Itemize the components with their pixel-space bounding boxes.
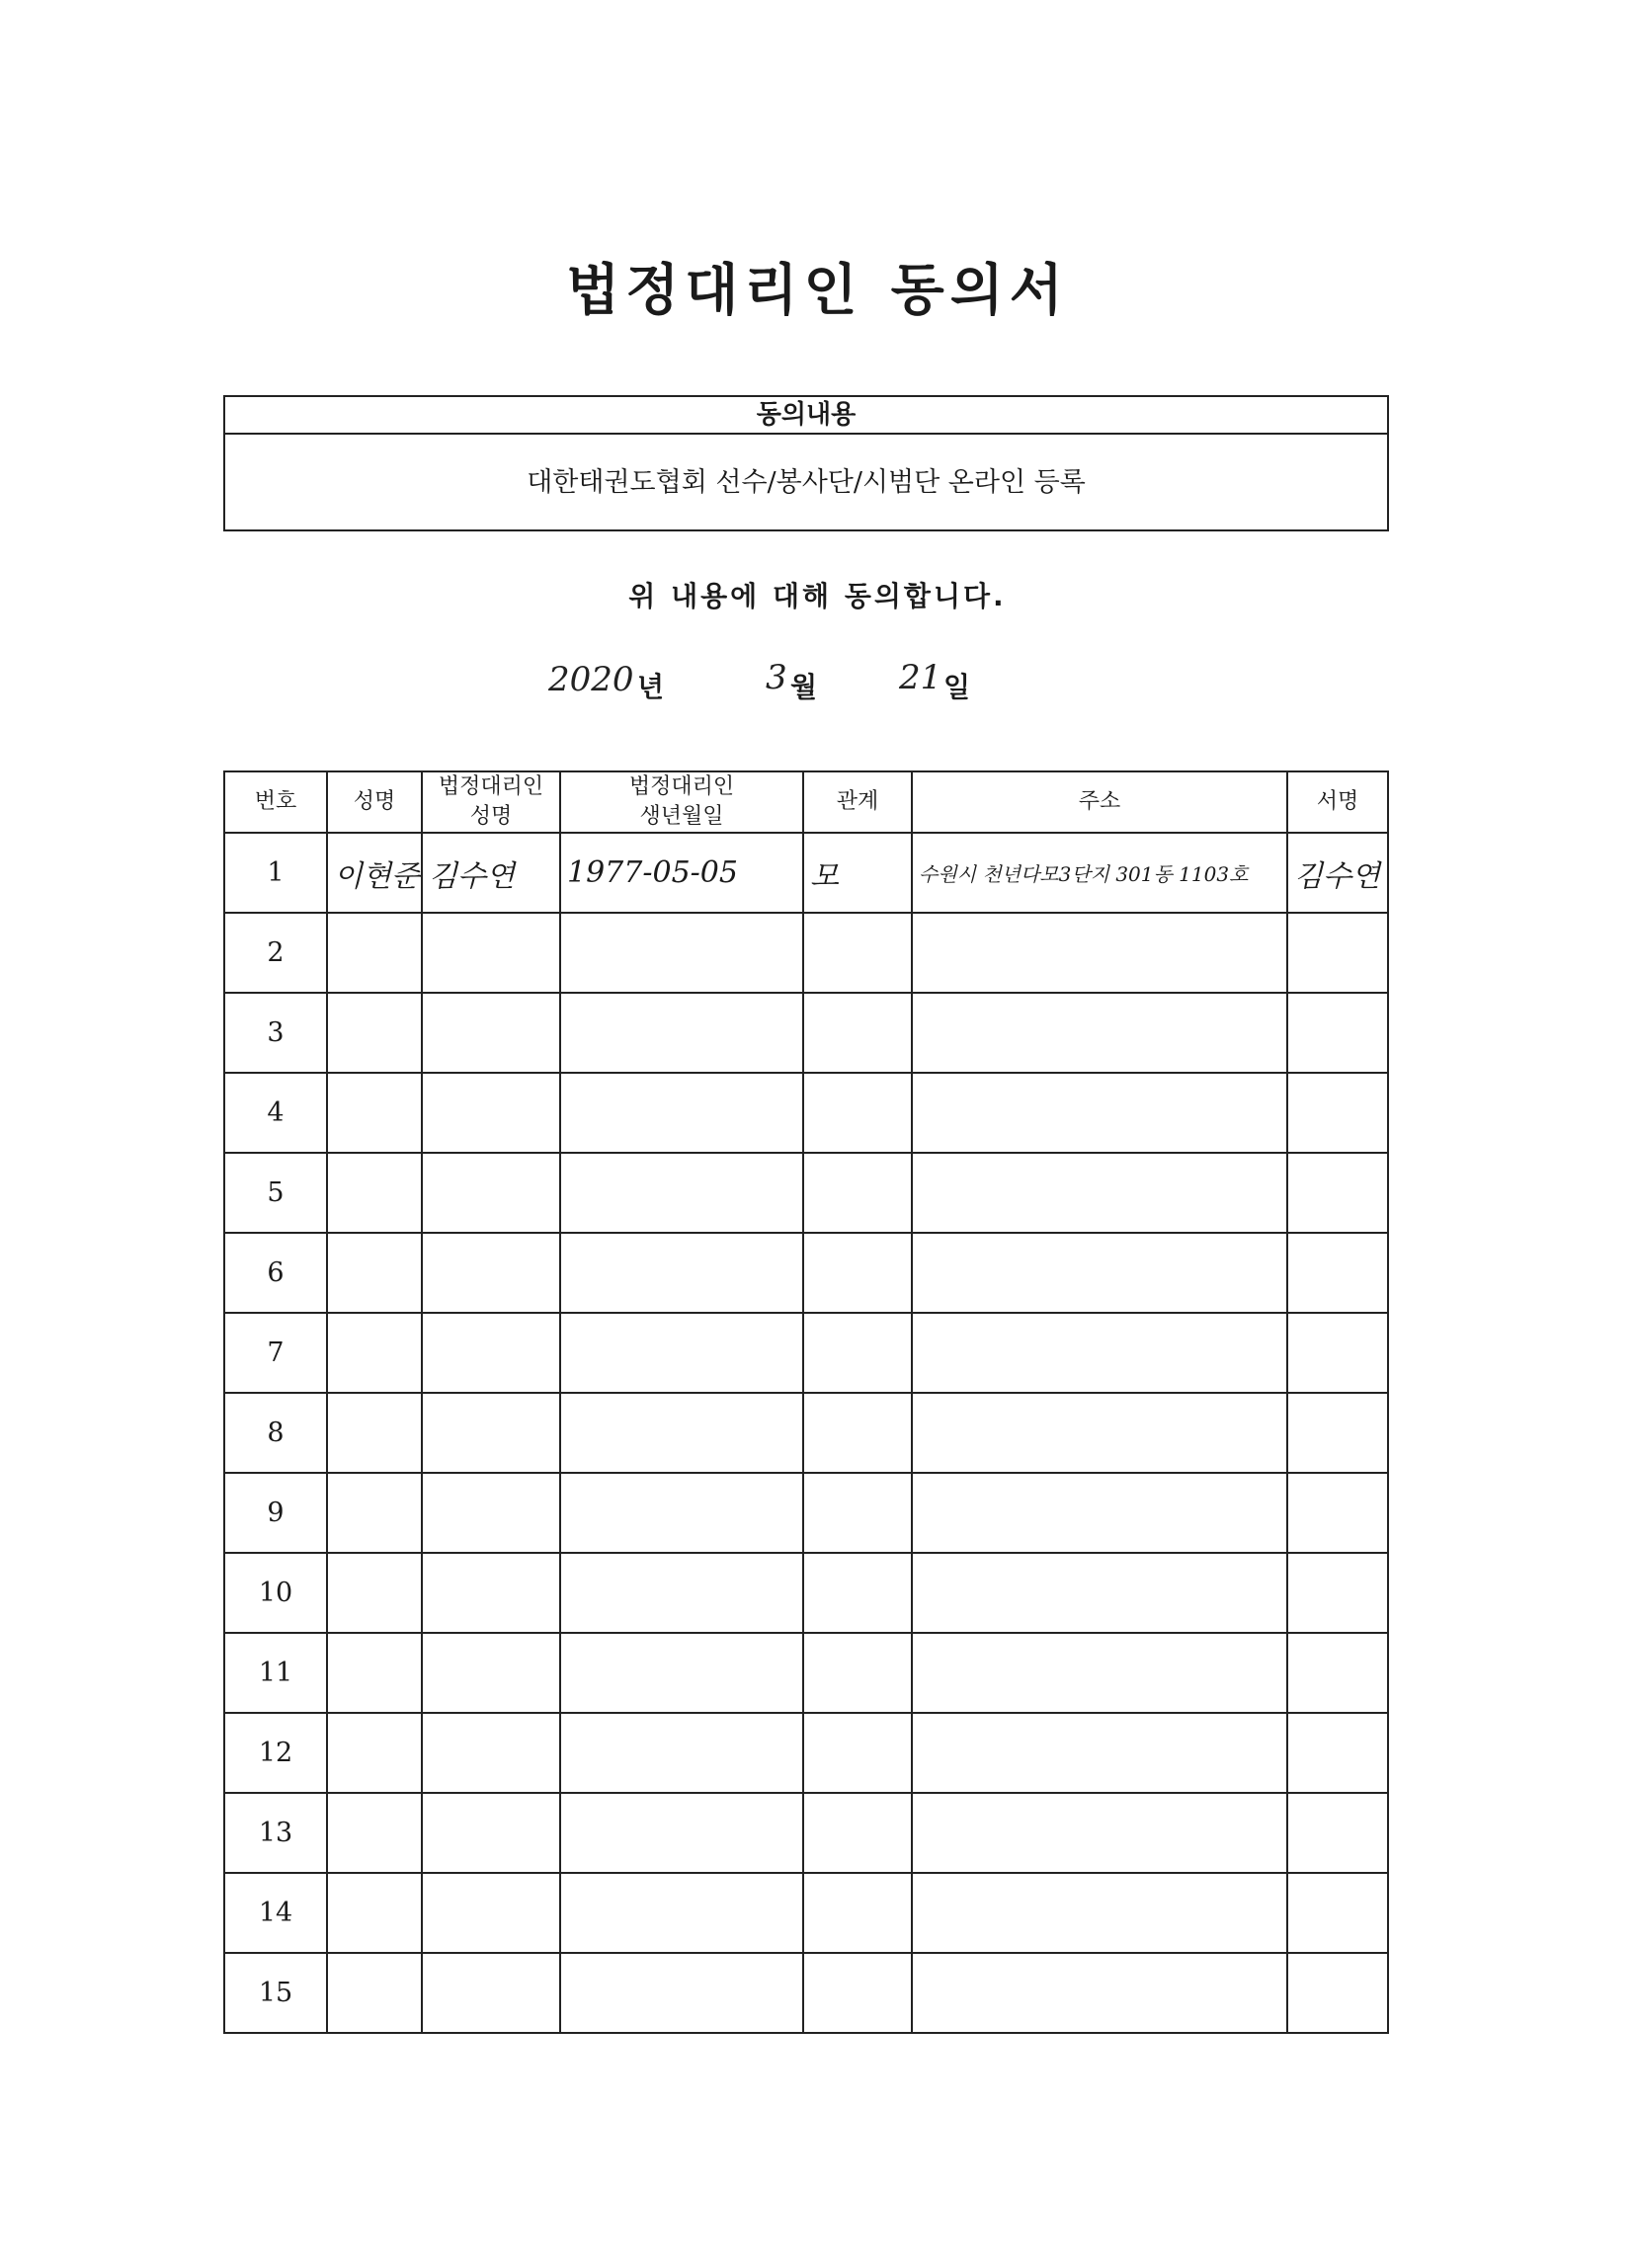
table-row (224, 833, 1388, 913)
cell-relation (803, 1073, 912, 1153)
cell-signature (1287, 1553, 1388, 1633)
header-name: 성명 (327, 771, 422, 833)
cell-guardian-name (422, 1153, 560, 1233)
header-guardian-name-line1: 법정대리인 (438, 774, 544, 799)
cell-guardian-birth (560, 1873, 803, 1953)
cell-no: 1 (224, 833, 327, 913)
cell-signature (1287, 1313, 1388, 1393)
cell-name (327, 1553, 422, 1633)
cell-guardian-name (422, 1473, 560, 1553)
table-row (224, 1633, 1388, 1713)
date-month-value: 3 (766, 658, 787, 697)
cell-address (912, 1073, 1287, 1153)
table-row (224, 993, 1388, 1073)
cell-no: 5 (224, 1153, 327, 1233)
cell-name (327, 1393, 422, 1473)
cell-guardian-birth (560, 913, 803, 993)
cell-relation (803, 1153, 912, 1233)
header-guardian-birth-line1: 법정대리인 (628, 774, 735, 799)
cell-guardian-name (422, 1233, 560, 1313)
cell-signature (1287, 1713, 1388, 1793)
cell-address (912, 1713, 1287, 1793)
cell-relation (803, 1953, 912, 2033)
cell-guardian-name (422, 1393, 560, 1473)
cell-name: 이현준 (327, 833, 422, 913)
cell-no: 11 (224, 1633, 327, 1713)
cell-no: 13 (224, 1793, 327, 1873)
cell-guardian-name (422, 1793, 560, 1873)
table-row (224, 1793, 1388, 1873)
cell-address (912, 1873, 1287, 1953)
cell-signature: 김수연 (1287, 833, 1388, 913)
cell-name (327, 913, 422, 993)
cell-address (912, 1793, 1287, 1873)
cell-no: 15 (224, 1953, 327, 2033)
cell-name (327, 1953, 422, 2033)
cell-name (327, 1713, 422, 1793)
header-guardian-name-line2: 성명 (469, 804, 513, 829)
cell-signature (1287, 1953, 1388, 2033)
cell-signature (1287, 913, 1388, 993)
cell-name (327, 1473, 422, 1553)
table-row (224, 1313, 1388, 1393)
cell-relation (803, 1393, 912, 1473)
cell-name (327, 993, 422, 1073)
cell-no: 14 (224, 1873, 327, 1953)
cell-relation (803, 1713, 912, 1793)
cell-signature (1287, 1393, 1388, 1473)
table-row (224, 913, 1388, 993)
cell-address (912, 913, 1287, 993)
cell-relation (803, 1633, 912, 1713)
cell-guardian-birth (560, 1473, 803, 1553)
cell-guardian-birth (560, 1233, 803, 1313)
cell-signature (1287, 1633, 1388, 1713)
cell-name (327, 1873, 422, 1953)
cell-address (912, 1153, 1287, 1233)
table-row (224, 1153, 1388, 1233)
cell-name (327, 1073, 422, 1153)
cell-guardian-name (422, 1633, 560, 1713)
date-day-label: 일 (943, 671, 971, 703)
header-relation: 관계 (803, 771, 912, 833)
cell-name (327, 1313, 422, 1393)
table-row (224, 1873, 1388, 1953)
cell-guardian-name (422, 1953, 560, 2033)
cell-guardian-name (422, 913, 560, 993)
cell-signature (1287, 1793, 1388, 1873)
cell-no: 3 (224, 993, 327, 1073)
cell-address (912, 1313, 1287, 1393)
cell-no: 10 (224, 1553, 327, 1633)
cell-guardian-birth (560, 1073, 803, 1153)
cell-relation: 모 (803, 833, 912, 913)
cell-relation (803, 1553, 912, 1633)
title-part2: 동의서 (890, 259, 1069, 323)
date-row (0, 652, 1635, 721)
cell-relation (803, 913, 912, 993)
cell-signature (1287, 1153, 1388, 1233)
cell-guardian-name (422, 993, 560, 1073)
cell-guardian-birth (560, 1153, 803, 1233)
cell-address: 수원시 천년다모3단지 301동 1103호 (912, 833, 1287, 913)
cell-guardian-name (422, 1313, 560, 1393)
cell-relation (803, 1473, 912, 1553)
cell-relation (803, 1313, 912, 1393)
date-month-label: 월 (790, 671, 818, 703)
table-header-row (224, 771, 1388, 833)
table-row (224, 1953, 1388, 2033)
cell-signature (1287, 1073, 1388, 1153)
cell-signature (1287, 1873, 1388, 1953)
cell-no: 9 (224, 1473, 327, 1553)
cell-relation (803, 993, 912, 1073)
table-row (224, 1073, 1388, 1153)
cell-signature (1287, 1473, 1388, 1553)
table-row (224, 1553, 1388, 1633)
cell-no: 4 (224, 1073, 327, 1153)
cell-no: 8 (224, 1393, 327, 1473)
date-year-value: 2020 (548, 660, 634, 699)
table-row (224, 1473, 1388, 1553)
cell-no: 12 (224, 1713, 327, 1793)
cell-signature (1287, 1233, 1388, 1313)
cell-guardian-birth (560, 1953, 803, 2033)
table-row (224, 1713, 1388, 1793)
registration-table (223, 770, 1389, 2034)
cell-address (912, 1393, 1287, 1473)
cell-address (912, 993, 1287, 1073)
cell-address (912, 1233, 1287, 1313)
cell-name (327, 1233, 422, 1313)
cell-guardian-birth (560, 1713, 803, 1793)
cell-no: 7 (224, 1313, 327, 1393)
cell-relation (803, 1233, 912, 1313)
header-no: 번호 (224, 771, 327, 833)
consent-box (223, 395, 1389, 531)
agree-statement: 위 내용에 대해 동의합니다. (628, 580, 1007, 612)
cell-guardian-name: 김수연 (422, 833, 560, 913)
table-row (224, 1393, 1388, 1473)
cell-guardian-name (422, 1873, 560, 1953)
cell-address (912, 1633, 1287, 1713)
cell-name (327, 1153, 422, 1233)
title-part1: 법정대리인 (566, 259, 863, 323)
cell-name (327, 1633, 422, 1713)
header-signature: 서명 (1287, 771, 1388, 833)
cell-guardian-birth (560, 1793, 803, 1873)
cell-signature (1287, 993, 1388, 1073)
header-guardian-name (422, 771, 560, 833)
cell-guardian-birth: 1977-05-05 (560, 833, 803, 913)
date-day-value: 21 (899, 658, 942, 697)
header-guardian-birth (560, 771, 803, 833)
cell-relation (803, 1793, 912, 1873)
cell-guardian-birth (560, 1633, 803, 1713)
cell-guardian-birth (560, 1553, 803, 1633)
cell-relation (803, 1873, 912, 1953)
cell-guardian-name (422, 1553, 560, 1633)
cell-guardian-name (422, 1073, 560, 1153)
cell-guardian-birth (560, 1313, 803, 1393)
cell-address (912, 1553, 1287, 1633)
header-address: 주소 (912, 771, 1287, 833)
cell-no: 2 (224, 913, 327, 993)
cell-guardian-birth (560, 1393, 803, 1473)
page-title (0, 247, 1635, 326)
cell-address (912, 1473, 1287, 1553)
cell-guardian-birth (560, 993, 803, 1073)
table-row (224, 1233, 1388, 1313)
cell-no: 6 (224, 1233, 327, 1313)
cell-address (912, 1953, 1287, 2033)
header-guardian-birth-line2: 생년월일 (639, 804, 724, 829)
cell-guardian-name (422, 1713, 560, 1793)
cell-name (327, 1793, 422, 1873)
consent-body: 대한태권도협회 선수/봉사단/시범단 온라인 등록 (527, 467, 1086, 498)
consent-header: 동의내용 (225, 397, 1387, 435)
date-year-label: 년 (637, 671, 665, 703)
